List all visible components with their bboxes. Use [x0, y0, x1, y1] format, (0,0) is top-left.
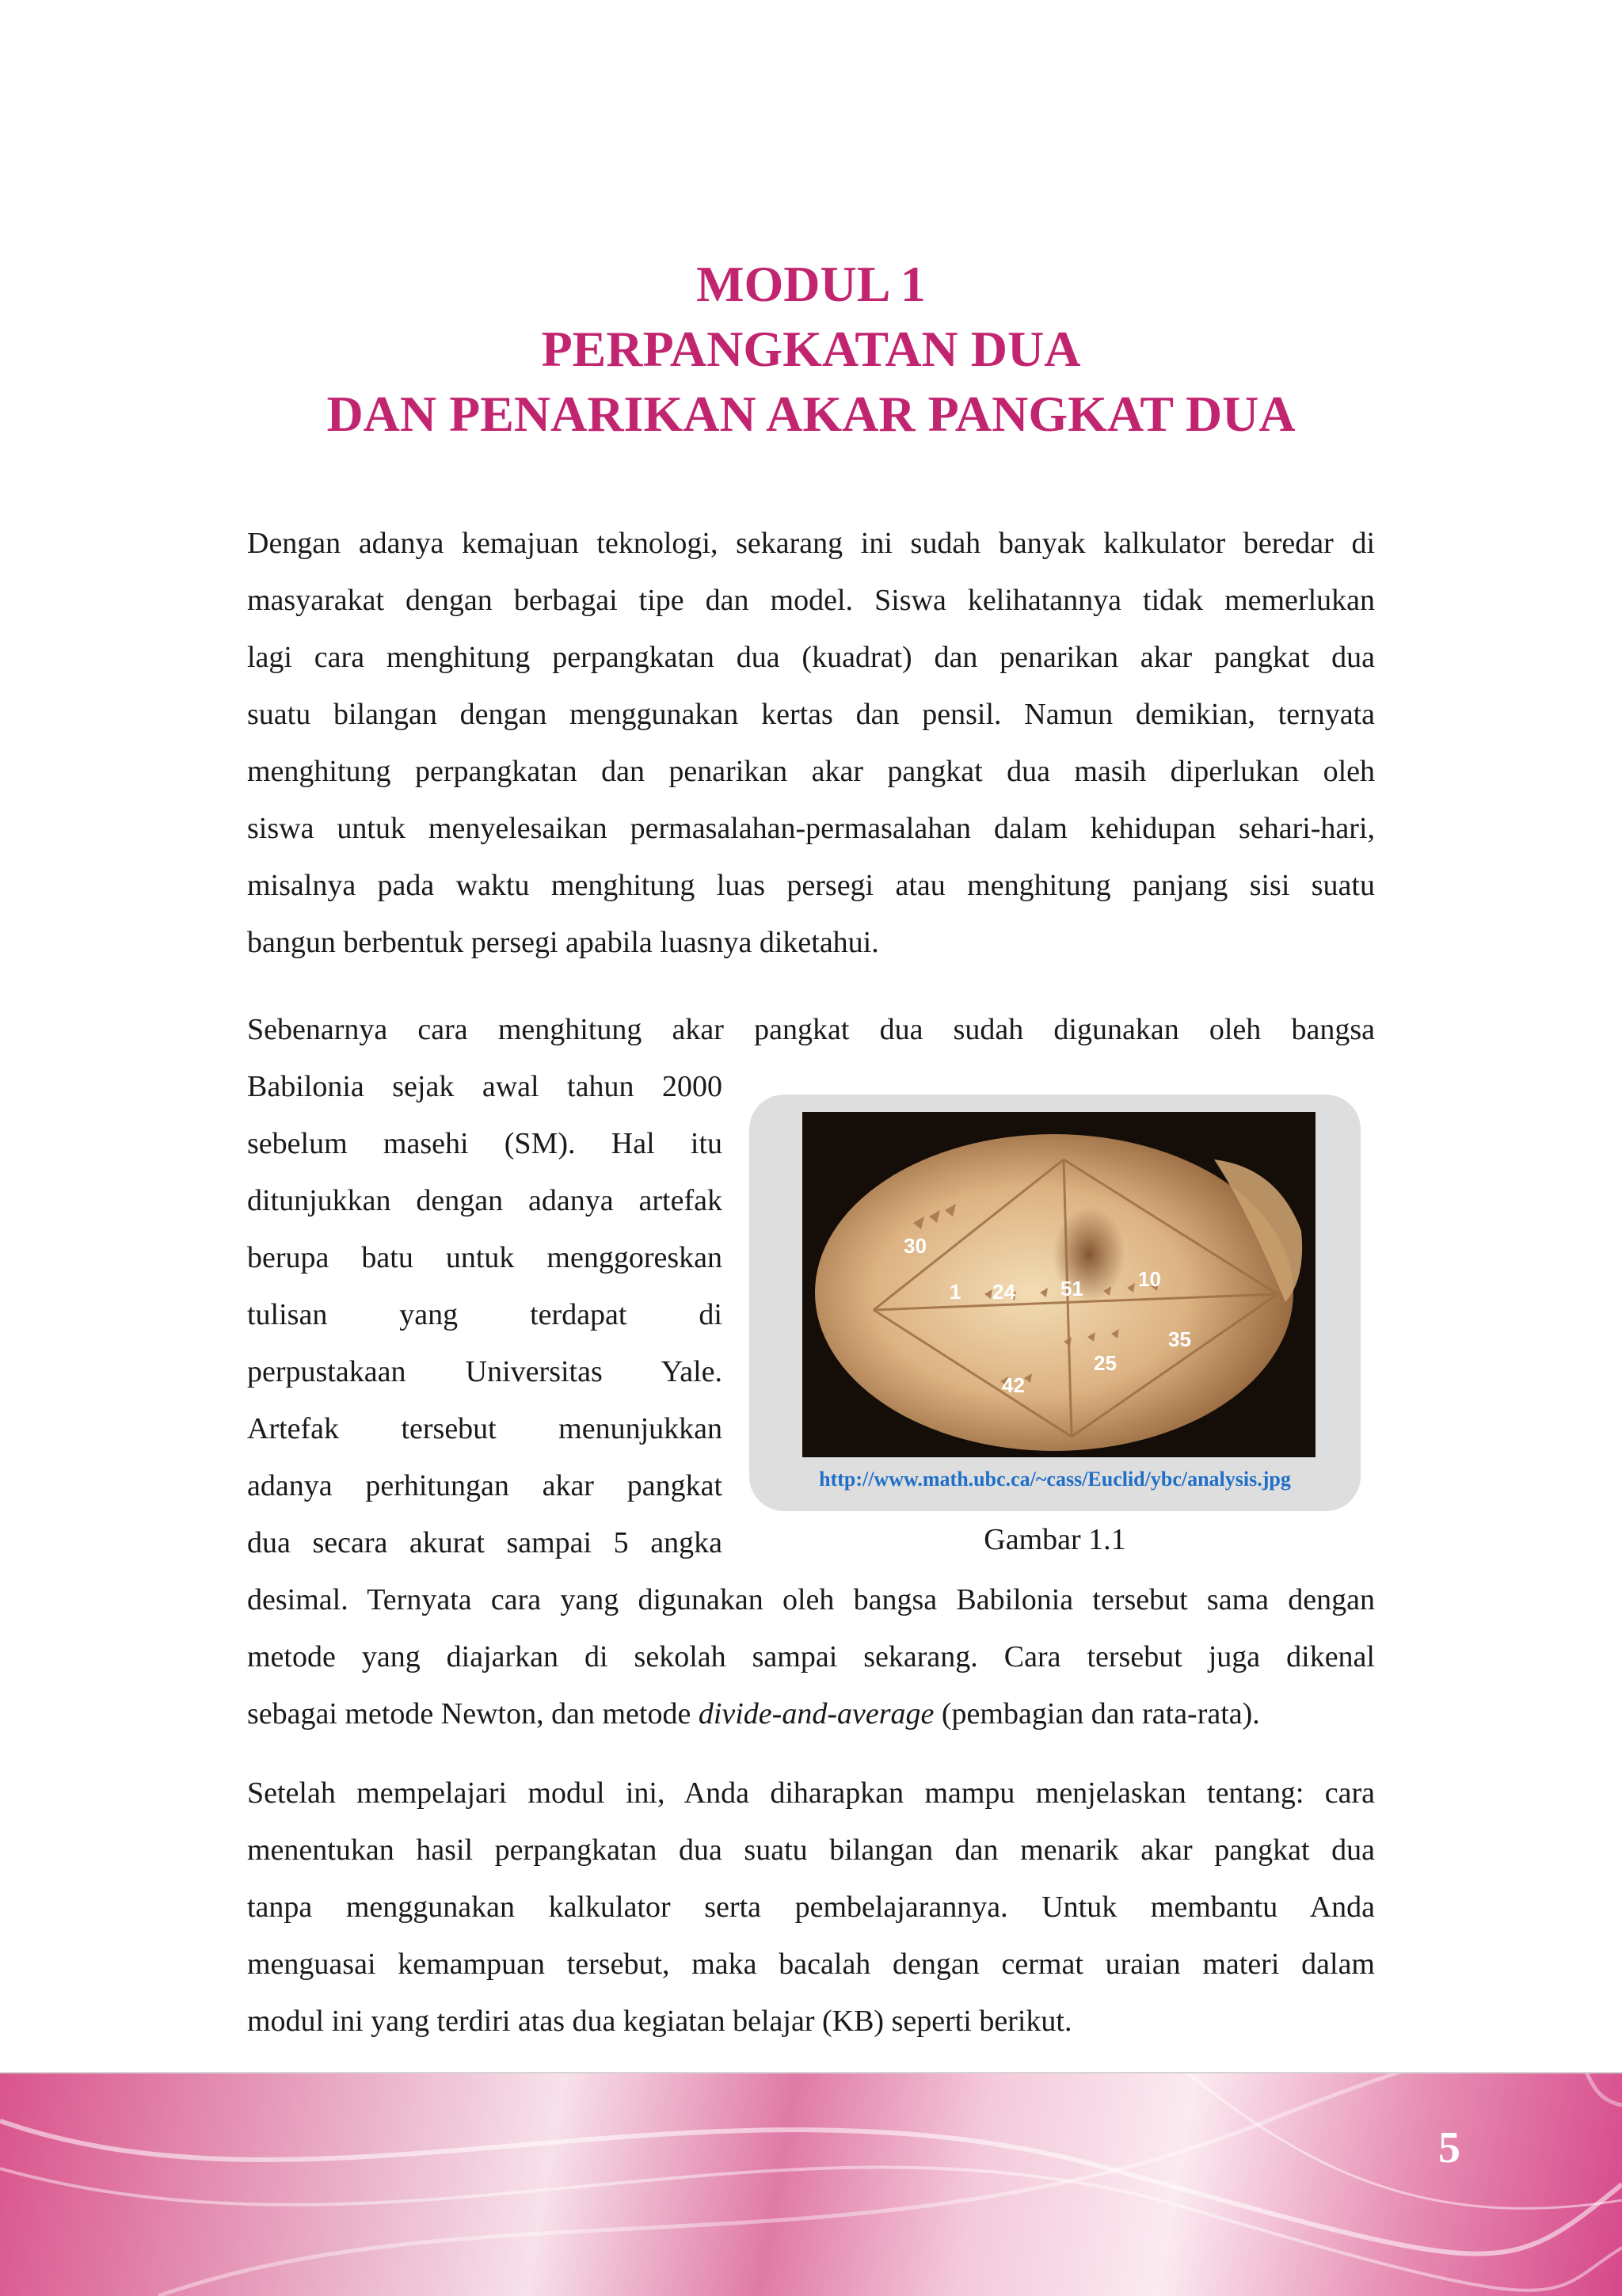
tablet-number: 51	[1060, 1277, 1083, 1300]
tablet-number: 1	[950, 1280, 961, 1304]
tablet-number: 10	[1138, 1267, 1161, 1291]
text-line: berupa batu untuk menggoreskan	[247, 1241, 722, 1274]
paragraph-babylon-bottom	[247, 1571, 1375, 1742]
text-line: menghitung perpangkatan dan penarikan akar pangkat dua masih diperlukan oleh	[247, 755, 1375, 788]
text-line: Artefak tersebut menunjukkan	[247, 1412, 722, 1445]
text-line: modul ini yang terdiri atas dua kegiatan belajar (KB) seperti berikut.	[247, 2005, 1072, 2038]
text-line: menentukan hasil perpangkatan dua suatu bilangan dan menarik akar pangkat dua	[247, 1833, 1375, 1867]
tablet-number: 42	[1002, 1373, 1025, 1397]
text-line: Dengan adanya kemajuan teknologi, sekarang ini sudah banyak kalkulator beredar di	[247, 527, 1375, 560]
babylonian-tablet-image	[802, 1112, 1315, 1457]
module-title	[0, 252, 1622, 447]
text-line: tanpa menggunakan kalkulator serta pembelajarannya. Untuk membantu Anda	[247, 1890, 1375, 1924]
text-line: lagi cara menghitung perpangkatan dua (kuadrat) dan penarikan akar pangkat dua	[247, 641, 1375, 674]
text-line: suatu bilangan dengan menggunakan kertas dan pensil. Namun demikian, ternyata	[247, 698, 1375, 731]
title-line-1: MODUL 1	[696, 256, 926, 312]
text-line: adanya perhitungan akar pangkat	[247, 1469, 722, 1502]
title-line-2: PERPANGKATAN DUA	[541, 321, 1081, 377]
text-line: ditunjukkan dengan adanya artefak	[247, 1184, 722, 1217]
text-segment: (pembagian dan rata-rata).	[934, 1697, 1260, 1731]
text-line: menguasai kemampuan tersebut, maka bacalah dengan cermat uraian materi dalam	[247, 1948, 1375, 1981]
tablet-number: 35	[1168, 1327, 1191, 1351]
text-line: misalnya pada waktu menghitung luas persegi atau menghitung panjang sisi suatu	[247, 869, 1375, 902]
text-line: metode yang diajarkan di sekolah sampai sekarang. Cara tersebut juga dikenal	[247, 1640, 1375, 1673]
tablet-number: 25	[1094, 1351, 1117, 1375]
text-line: Sebenarnya cara menghitung akar pangkat dua sudah digunakan oleh bangsa	[247, 1013, 1375, 1046]
tablet-illustration	[802, 1112, 1315, 1457]
text-line: bangun berbentuk persegi apabila luasnya diketahui.	[247, 926, 879, 959]
text-line: Setelah mempelajari modul ini, Anda diharapkan mampu menjelaskan tentang: cara	[247, 1776, 1375, 1810]
paragraph-babylon-top	[247, 1001, 1375, 1058]
text-line: siswa untuk menyelesaikan permasalahan-permasalahan dalam kehidupan sehari-hari,	[247, 812, 1375, 845]
decorative-footer	[0, 2072, 1622, 2296]
italic-term: divide-and-average	[698, 1697, 935, 1731]
footer-waves	[0, 2073, 1622, 2296]
text-segment: sebagai metode Newton, dan metode	[247, 1697, 699, 1731]
text-line: dua secara akurat sampai 5 angka	[247, 1526, 722, 1559]
title-line-3: DAN PENARIKAN AKAR PANGKAT DUA	[326, 386, 1296, 442]
tablet-number: 24	[992, 1280, 1015, 1304]
page-number: 5	[1438, 2123, 1460, 2172]
text-line: Babilonia sejak awal tahun 2000	[247, 1070, 722, 1103]
figure-caption: Gambar 1.1	[984, 1523, 1126, 1556]
text-line: masyarakat dengan berbagai tipe dan model. Siswa kelihatannya tidak memerlukan	[247, 584, 1375, 617]
text-line: sebelum masehi (SM). Hal itu	[247, 1127, 722, 1160]
paragraph-objectives	[247, 1765, 1375, 2050]
paragraph-babylon-column	[247, 1058, 722, 1571]
tablet-number: 30	[904, 1234, 927, 1258]
text-line: tulisan yang terdapat di	[247, 1298, 722, 1331]
text-line: perpustakaan Universitas Yale.	[247, 1355, 722, 1388]
text-line: desimal. Ternyata cara yang digunakan oleh bangsa Babilonia tersebut sama dengan	[247, 1583, 1375, 1616]
paragraph-intro	[247, 515, 1375, 971]
text-line	[247, 1685, 1375, 1742]
figure-source-url: http://www.math.ubc.ca/~cass/Euclid/ybc/analysis.jpg	[819, 1468, 1291, 1491]
